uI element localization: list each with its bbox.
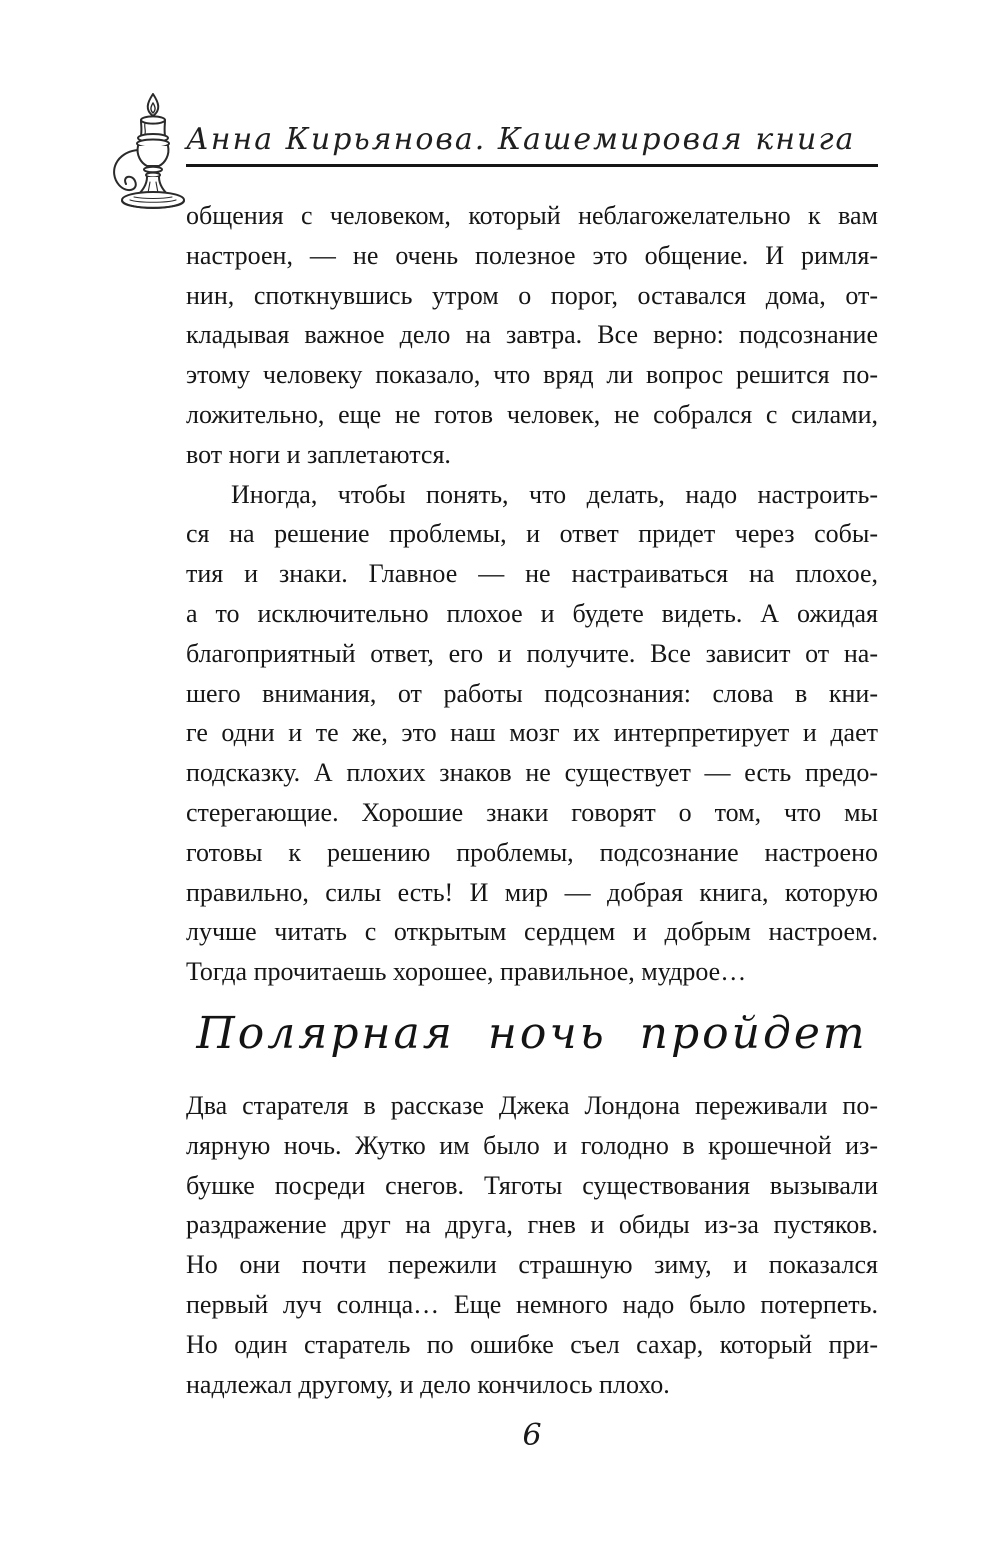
- text-line: лярную ночь. Жутко им было и голодно в крошечной из-: [186, 1130, 878, 1160]
- text-line: подсказку. А плохих знаков не существует — есть предо-: [186, 758, 878, 788]
- text-line: этому человеку показало, что вряд ли вопрос решится по-: [186, 360, 878, 390]
- text-line: общения с человеком, который неблагожелательно к вам: [186, 201, 878, 230]
- page-number: 6: [522, 1418, 542, 1453]
- text-line: кладывая важное дело на завтра. Все верно: подсознание: [186, 320, 878, 350]
- text-line: надлежал другому, и дело кончилось плохо.: [186, 1369, 670, 1399]
- text-line: ся на решение проблемы, и ответ придет через собы-: [186, 519, 878, 549]
- text-line: правильно, силы есть! И мир — добрая книга, которую: [186, 877, 878, 907]
- text-line: Иногда, чтобы понять, что делать, надо настроить-: [231, 479, 878, 509]
- header-rule: [186, 164, 878, 167]
- text-line: а то исключительно плохое и будете видеть. А ожидая: [186, 598, 878, 628]
- page-body: [186, 196, 878, 1404]
- text-line: лучше читать с открытым сердцем и добрым настроем.: [186, 917, 878, 947]
- candlestick-icon: [104, 90, 199, 218]
- text-line: стерегающие. Хорошие знаки говорят о том, что мы: [186, 797, 878, 827]
- page-header: [186, 122, 878, 167]
- text-line: шего внимания, от работы подсознания: слова в кни-: [186, 678, 878, 708]
- text-line: вот ноги и заплетаются.: [186, 439, 451, 469]
- paragraph: [186, 475, 878, 992]
- text-line: Но один старатель по ошибке съел сахар, который при-: [186, 1329, 878, 1359]
- text-line: раздражение друг на друга, гнев и обиды из-за пустяков.: [186, 1210, 878, 1240]
- text-line: благоприятный ответ, его и получите. Все зависит от на-: [186, 638, 878, 668]
- text-line: готовы к решению проблемы, подсознание настроено: [186, 837, 878, 867]
- paragraph: [186, 1086, 878, 1404]
- text-line: Тогда прочитаешь хорошее, правильное, мудрое…: [186, 957, 747, 987]
- running-title: Анна Кирьянова. Кашемировая книга: [186, 122, 856, 157]
- text-line: настроен, — не очень полезное это общение. И римля-: [186, 240, 878, 270]
- text-line: бушке посреди снегов. Тяготы существования вызывали: [186, 1170, 878, 1200]
- page-footer: [186, 1418, 878, 1453]
- text-line: нин, споткнувшись утром о порог, оставался дома, от-: [186, 280, 878, 310]
- paragraph: [186, 196, 878, 475]
- text-line: тия и знаки. Главное — не настраиваться на плохое,: [186, 559, 878, 589]
- text-line: Два старателя в рассказе Джека Лондона переживали по-: [186, 1090, 878, 1120]
- text-line: ложительно, еще не готов человек, не собрался с силами,: [186, 399, 878, 429]
- section-heading: Полярная ночь пройдет: [196, 1007, 868, 1059]
- text-line: ге одни и те же, это наш мозг их интерпретирует и дает: [186, 718, 878, 748]
- text-line: первый луч солнца… Еще немного надо было потерпеть.: [186, 1289, 878, 1319]
- text-line: Но они почти пережили страшную зиму, и показался: [186, 1250, 878, 1280]
